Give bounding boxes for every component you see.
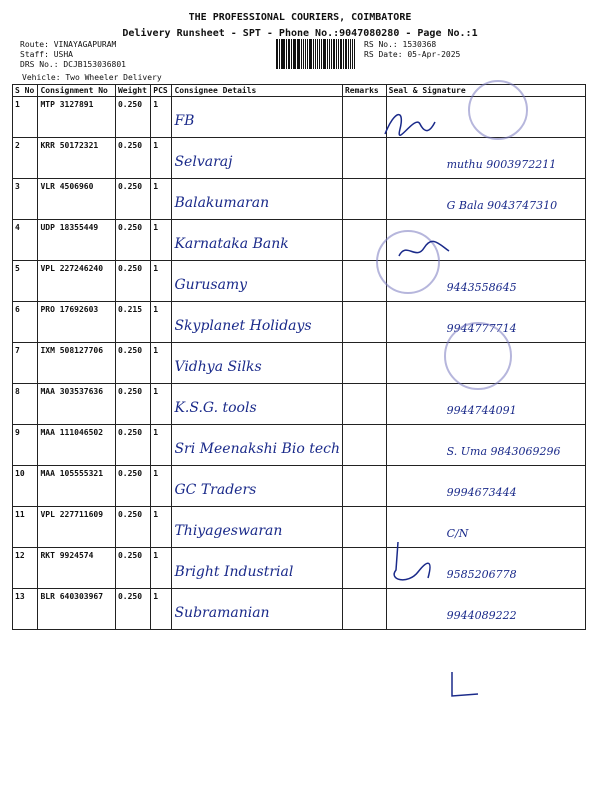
barcode-bar bbox=[336, 39, 337, 69]
table-row bbox=[13, 384, 586, 425]
barcode-bar bbox=[313, 39, 314, 69]
barcode-bar bbox=[354, 39, 355, 69]
row-sno: 3 bbox=[13, 179, 38, 220]
row-weight: 0.250 bbox=[115, 425, 150, 466]
row-sno: 2 bbox=[13, 138, 38, 179]
row-remarks bbox=[342, 425, 386, 466]
row-remarks bbox=[342, 589, 386, 630]
row-consignee: FB bbox=[172, 97, 343, 138]
row-sno: 6 bbox=[13, 302, 38, 343]
pen-mark bbox=[432, 668, 482, 708]
col-weight: Weight bbox=[115, 85, 150, 97]
table-row bbox=[13, 179, 586, 220]
barcode-bar bbox=[307, 39, 308, 69]
company-stamp bbox=[444, 322, 512, 390]
row-consignee: Selvaraj bbox=[172, 138, 343, 179]
signature-scribble-4 bbox=[394, 236, 454, 266]
table-row bbox=[13, 261, 586, 302]
row-pcs: 1 bbox=[151, 261, 172, 302]
row-signature: 9944777714 bbox=[386, 302, 585, 343]
meta-right bbox=[364, 40, 460, 60]
row-consignment: RKT 9924574 bbox=[38, 548, 116, 589]
barcode-bar bbox=[281, 39, 282, 69]
row-sno: 8 bbox=[13, 384, 38, 425]
row-sno: 13 bbox=[13, 589, 38, 630]
rs-number: RS No.: 1530368 bbox=[364, 40, 437, 49]
company-title: THE PROFESSIONAL COURIERS, COIMBATORE bbox=[188, 12, 412, 23]
row-weight: 0.250 bbox=[115, 507, 150, 548]
row-pcs: 1 bbox=[151, 466, 172, 507]
barcode-bar bbox=[352, 39, 354, 69]
row-consignment: PRO 17692603 bbox=[38, 302, 116, 343]
row-signature: 9585206778 bbox=[386, 548, 585, 589]
row-pcs: 1 bbox=[151, 220, 172, 261]
barcode-bar bbox=[323, 39, 326, 69]
row-consignee: GC Traders bbox=[172, 466, 343, 507]
col-seal: Seal & Signature bbox=[386, 85, 585, 97]
barcode-bar bbox=[315, 39, 316, 69]
barcode-bar bbox=[301, 39, 302, 69]
row-pcs: 1 bbox=[151, 97, 172, 138]
row-consignment: MAA 105555321 bbox=[38, 466, 116, 507]
row-pcs: 1 bbox=[151, 589, 172, 630]
col-remarks: Remarks bbox=[342, 85, 386, 97]
row-sno: 5 bbox=[13, 261, 38, 302]
barcode-bar bbox=[321, 39, 322, 69]
barcode-bar bbox=[348, 39, 349, 69]
row-weight: 0.250 bbox=[115, 384, 150, 425]
table-row bbox=[13, 466, 586, 507]
row-pcs: 1 bbox=[151, 507, 172, 548]
signature-scribble-12 bbox=[378, 540, 438, 588]
drs-label: DRS No.: DCJB153036801 bbox=[20, 60, 126, 69]
row-consignee: Subramanian bbox=[172, 589, 343, 630]
barcode-bar bbox=[340, 39, 343, 69]
row-signature: G Bala 9043747310 bbox=[386, 179, 585, 220]
row-weight: 0.250 bbox=[115, 97, 150, 138]
row-consignment: VPL 227246240 bbox=[38, 261, 116, 302]
row-sno: 10 bbox=[13, 466, 38, 507]
row-sno: 7 bbox=[13, 343, 38, 384]
barcode-bar bbox=[286, 39, 287, 69]
barcode-bar bbox=[297, 39, 300, 69]
row-consignment: VLR 4506960 bbox=[38, 179, 116, 220]
row-pcs: 1 bbox=[151, 384, 172, 425]
row-consignee: Gurusamy bbox=[172, 261, 343, 302]
barcode-bar bbox=[293, 39, 294, 69]
signature-scribble-1 bbox=[380, 104, 440, 144]
row-signature: 9944744091 bbox=[386, 384, 585, 425]
table-row bbox=[13, 220, 586, 261]
barcode-bar bbox=[317, 39, 319, 69]
row-consignment: MAA 111046502 bbox=[38, 425, 116, 466]
barcode-bar bbox=[305, 39, 307, 69]
row-weight: 0.250 bbox=[115, 220, 150, 261]
barcode-bar bbox=[319, 39, 320, 69]
row-signature: C/N bbox=[386, 507, 585, 548]
row-remarks bbox=[342, 179, 386, 220]
row-weight: 0.250 bbox=[115, 589, 150, 630]
barcode bbox=[276, 39, 356, 69]
row-pcs: 1 bbox=[151, 425, 172, 466]
meta-left bbox=[20, 40, 126, 70]
col-consignee: Consignee Details bbox=[172, 85, 343, 97]
row-sno: 11 bbox=[13, 507, 38, 548]
col-consignment: Consignment No bbox=[38, 85, 116, 97]
courier-stamp bbox=[468, 80, 528, 140]
row-pcs: 1 bbox=[151, 302, 172, 343]
row-sno: 12 bbox=[13, 548, 38, 589]
col-sno: S No bbox=[13, 85, 38, 97]
row-pcs: 1 bbox=[151, 179, 172, 220]
row-remarks bbox=[342, 343, 386, 384]
table-row bbox=[13, 138, 586, 179]
barcode-bar bbox=[345, 39, 347, 69]
table-row bbox=[13, 548, 586, 589]
row-consignment: IXM 508127706 bbox=[38, 343, 116, 384]
row-weight: 0.250 bbox=[115, 548, 150, 589]
row-weight: 0.250 bbox=[115, 343, 150, 384]
row-pcs: 1 bbox=[151, 343, 172, 384]
barcode-bar bbox=[276, 39, 278, 69]
barcode-bar bbox=[343, 39, 344, 69]
row-consignee: Bright Industrial bbox=[172, 548, 343, 589]
barcode-bar bbox=[327, 39, 329, 69]
row-weight: 0.250 bbox=[115, 179, 150, 220]
row-signature: 9443558645 bbox=[386, 261, 585, 302]
row-consignee: Thiyageswaran bbox=[172, 507, 343, 548]
row-signature: S. Uma 9843069296 bbox=[386, 425, 585, 466]
table-row bbox=[13, 589, 586, 630]
row-remarks bbox=[342, 302, 386, 343]
row-consignee: Sri Meenakshi Bio tech bbox=[172, 425, 343, 466]
route-label: Route: VINAYAGAPURAM bbox=[20, 40, 117, 49]
row-remarks bbox=[342, 384, 386, 425]
barcode-bar bbox=[294, 39, 296, 69]
rs-date: RS Date: 05-Apr-2025 bbox=[364, 50, 461, 59]
barcode-bar bbox=[303, 39, 304, 69]
row-consignment: MAA 303537636 bbox=[38, 384, 116, 425]
row-consignment: VPL 227711609 bbox=[38, 507, 116, 548]
row-consignment: UDP 18355449 bbox=[38, 220, 116, 261]
row-signature: 9944089222 bbox=[386, 589, 585, 630]
barcode-bar bbox=[309, 39, 312, 69]
row-consignee: Balakumaran bbox=[172, 179, 343, 220]
barcode-bar bbox=[282, 39, 285, 69]
col-pcs: PCS bbox=[151, 85, 172, 97]
row-consignee: Vidhya Silks bbox=[172, 343, 343, 384]
row-consignee: Karnataka Bank bbox=[172, 220, 343, 261]
table-row bbox=[13, 507, 586, 548]
row-signature: muthu 9003972211 bbox=[386, 138, 585, 179]
row-pcs: 1 bbox=[151, 138, 172, 179]
barcode-bar bbox=[329, 39, 330, 69]
table-row bbox=[13, 425, 586, 466]
barcode-bar bbox=[291, 39, 292, 69]
row-consignment: BLR 640303967 bbox=[38, 589, 116, 630]
row-sno: 4 bbox=[13, 220, 38, 261]
row-consignee: K.S.G. tools bbox=[172, 384, 343, 425]
runsheet-subtitle: Delivery Runsheet - SPT - Phone No.:9047080280 - Page No.:1 bbox=[122, 28, 478, 39]
row-consignee: Skyplanet Holidays bbox=[172, 302, 343, 343]
row-consignment: KRR 50172321 bbox=[38, 138, 116, 179]
row-pcs: 1 bbox=[151, 548, 172, 589]
row-weight: 0.250 bbox=[115, 138, 150, 179]
row-sno: 9 bbox=[13, 425, 38, 466]
row-weight: 0.250 bbox=[115, 466, 150, 507]
staff-label: Staff: USHA bbox=[20, 50, 73, 59]
vehicle-label: Vehicle: Two Wheeler Delivery bbox=[22, 73, 162, 82]
barcode-bar bbox=[279, 39, 280, 69]
barcode-bar bbox=[350, 39, 351, 69]
row-weight: 0.215 bbox=[115, 302, 150, 343]
row-remarks bbox=[342, 466, 386, 507]
row-consignment: MTP 3127891 bbox=[38, 97, 116, 138]
row-sno: 1 bbox=[13, 97, 38, 138]
row-signature: 9994673444 bbox=[386, 466, 585, 507]
barcode-bar bbox=[331, 39, 332, 69]
barcode-bar bbox=[338, 39, 339, 69]
barcode-bar bbox=[333, 39, 335, 69]
row-weight: 0.250 bbox=[115, 261, 150, 302]
barcode-bar bbox=[288, 39, 290, 69]
